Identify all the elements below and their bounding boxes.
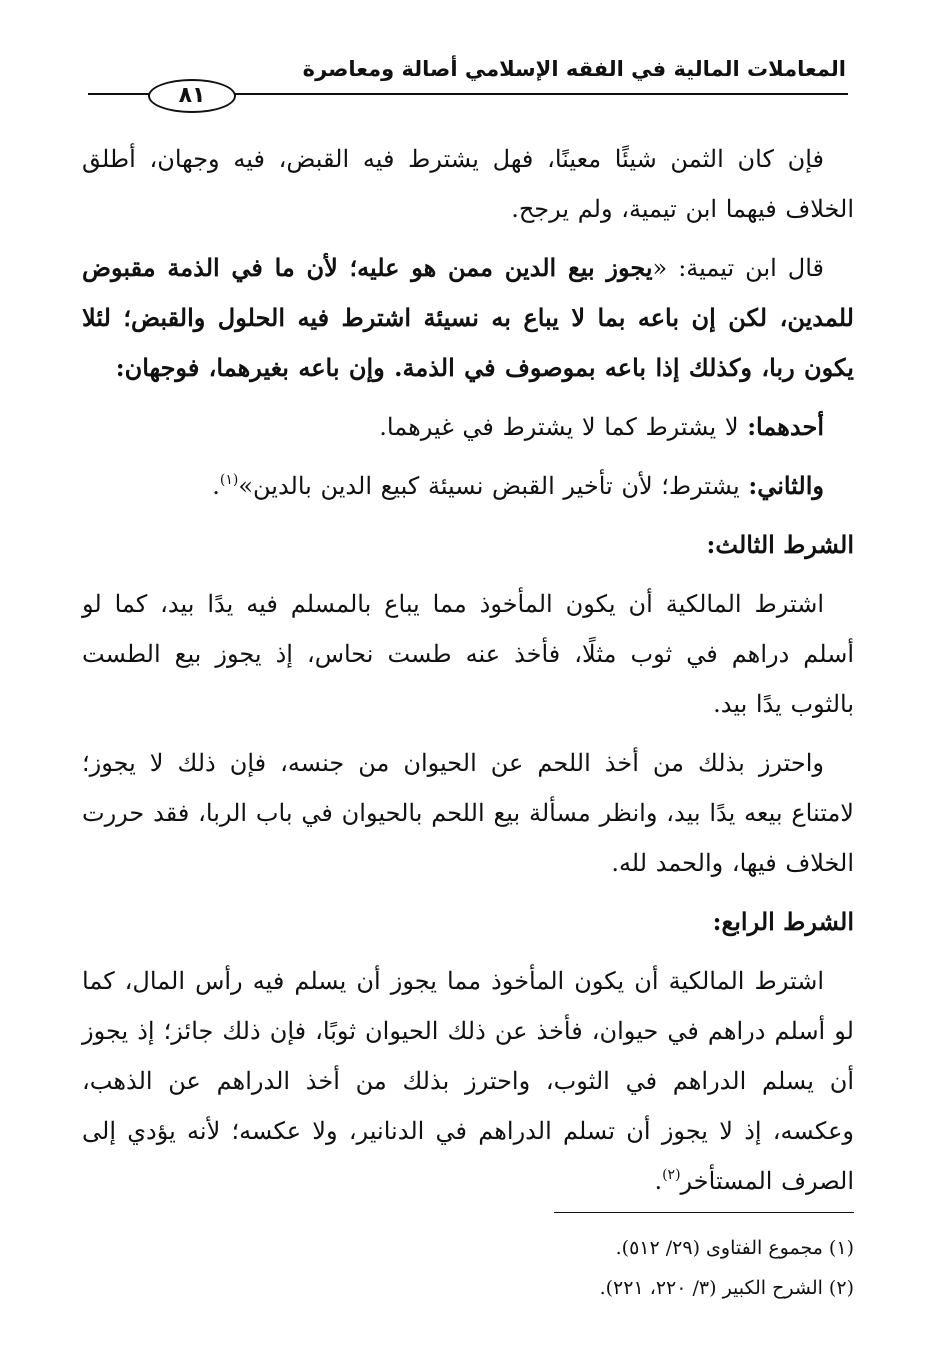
paragraph-second-view bbox=[82, 461, 854, 511]
second-view-end: . bbox=[212, 472, 220, 500]
fourth-condition-text: اشترط المالكية أن يكون المأخوذ مما يجوز أن يسلم فيه رأس المال، كما لو أسلم دراهم في حيوان، فأخذ عن ذلك الحيوان ثوبًا، فإن ذلك جائز؛ إذ يجوز أن يسلم الدراهم في الثوب، واحترز بذلك من أخذ الدراهم عن الذهب، وعكسه، إذ لا يجوز أن تسلم الدراهم في الدنانير، ولا عكسه؛ لأنه يؤدي إلى الصرف المستأخر bbox=[82, 967, 854, 1195]
second-view-text: يشترط؛ لأن تأخير القبض نسيئة كبيع الدين بالدين» bbox=[238, 472, 749, 500]
paragraph-third-condition: اشترط المالكية أن يكون المأخوذ مما يباع بالمسلم فيه يدًا بيد، كما لو أسلم دراهم في ثوب مثلًا، فأخذ عنه طست نحاس، إذ يجوز بيع الطست بالثوب يدًا بيد. bbox=[82, 590, 854, 718]
footnote-2: (٢) الشرح الكبير (٣/ ٢٢٠، ٢٢١). bbox=[599, 1277, 854, 1299]
paragraph-fourth-condition bbox=[82, 956, 854, 1206]
footnote-separator bbox=[554, 1212, 854, 1213]
heading-third-condition: الشرط الثالث: bbox=[706, 530, 854, 559]
second-view-label: والثاني: bbox=[748, 471, 824, 500]
paragraph-exclusion: واحترز بذلك من أخذ اللحم عن الحيوان من جنسه، فإن ذلك لا يجوز؛ لامتناع بيعه يدًا بيد، وانظر مسألة بيع اللحم بالحيوان في باب الربا، فقد حررت الخلاف فيها، والحمد لله. bbox=[82, 749, 854, 877]
paragraph-first-view bbox=[82, 402, 854, 452]
paragraph-1: فإن كان الثمن شيئًا معينًا، فهل يشترط فيه القبض، فيه وجهان، أطلق الخلاف فيهما ابن تيمية، ولم يرجح. bbox=[82, 145, 854, 223]
footnote-marker-1: (١) bbox=[219, 472, 239, 488]
heading-fourth-condition: الشرط الرابع: bbox=[712, 907, 854, 936]
first-view-label: أحدهما: bbox=[747, 412, 824, 441]
quote-intro: قال ابن تيمية: « bbox=[652, 254, 824, 282]
first-view-text: لا يشترط كما لا يشترط في غيرهما. bbox=[379, 413, 748, 441]
page-number: ٨١ bbox=[148, 79, 236, 113]
fourth-condition-end: . bbox=[654, 1167, 663, 1195]
footnotes bbox=[82, 1228, 854, 1308]
main-text bbox=[82, 134, 854, 1215]
footnote-marker-2: (٢) bbox=[662, 1167, 681, 1183]
paragraph-ibn-taymiyya-quote bbox=[82, 243, 854, 393]
quote-text: يجوز بيع الدين ممن هو عليه؛ لأن ما في الذمة مقبوض للمدين، لكن إن باعه بما لا يباع به نسيئة اشترط فيه الحلول والقبض؛ لئلا يكون ربا، وكذلك إذا باعه بموصوف في الذمة. وإن باعه بغيرهما، فوجهان: bbox=[82, 253, 854, 382]
running-title: المعاملات المالية في الفقه الإسلامي أصالة ومعاصرة bbox=[302, 57, 846, 81]
footnote-1: (١) مجموع الفتاوى (٢٩/ ٥١٢). bbox=[615, 1237, 854, 1259]
